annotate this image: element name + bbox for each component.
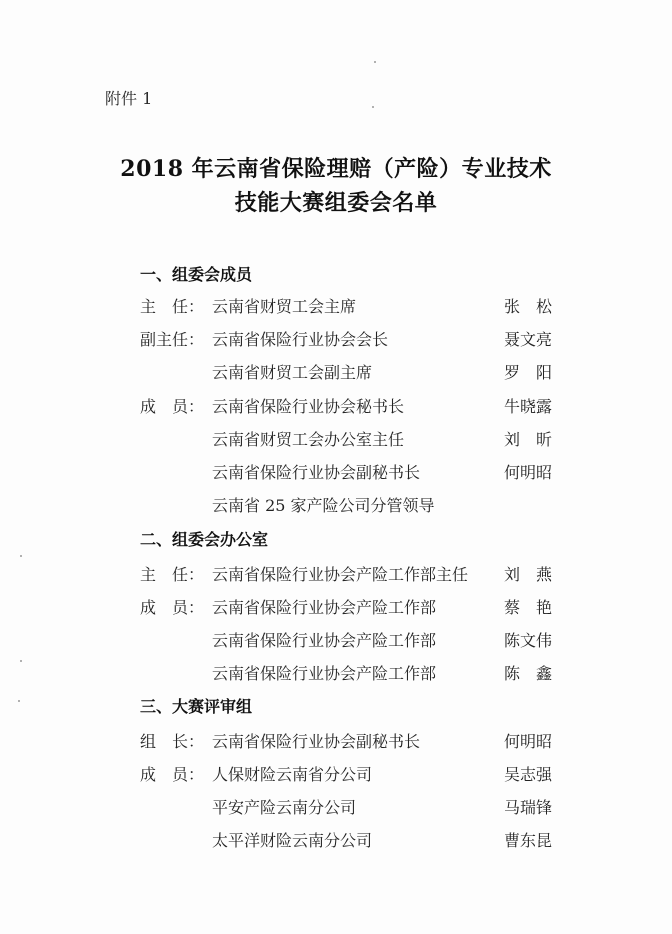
organization-title: 云南省保险行业协会产险工作部 <box>212 598 437 617</box>
member-row <box>140 427 580 451</box>
attachment-label: 附件 1 <box>105 89 153 108</box>
scan-speck <box>374 61 376 63</box>
scan-speck <box>18 700 20 702</box>
organization-title: 云南省保险行业协会副秘书长 <box>212 463 421 482</box>
member-row <box>140 460 580 484</box>
role-label: 成 员： <box>140 397 205 416</box>
organization-title: 云南省保险行业协会秘书长 <box>212 397 405 416</box>
role-label: 副主任： <box>140 330 205 349</box>
person-name: 陈 鑫 <box>504 664 553 683</box>
organization-title: 云南省财贸工会主席 <box>212 297 357 316</box>
member-row <box>140 294 580 318</box>
person-name: 刘 昕 <box>504 430 553 449</box>
member-row <box>140 562 580 586</box>
organization-title: 太平洋财险云南分公司 <box>212 831 373 850</box>
member-row <box>140 795 580 819</box>
member-row <box>140 327 580 351</box>
person-name: 刘 燕 <box>504 565 553 584</box>
person-name: 曹东昆 <box>504 831 553 850</box>
organization-title: 云南省保险行业协会产险工作部 <box>212 664 437 683</box>
member-row <box>140 661 580 685</box>
member-row <box>140 628 580 652</box>
organization-title: 云南省保险行业协会副秘书长 <box>212 732 421 751</box>
role-label: 主 任： <box>140 297 205 316</box>
scan-speck <box>20 660 22 662</box>
organization-title: 云南省财贸工会副主席 <box>212 363 373 382</box>
person-name: 陈文伟 <box>504 631 553 650</box>
role-label: 组 长： <box>140 732 205 751</box>
organization-title: 人保财险云南省分公司 <box>212 765 373 784</box>
organization-title: 云南省财贸工会办公室主任 <box>212 430 405 449</box>
organization-title: 云南省保险行业协会产险工作部主任 <box>212 565 469 584</box>
organization-title: 平安产险云南分公司 <box>212 798 357 817</box>
document-title-line-2: 技能大赛组委会名单 <box>234 190 438 216</box>
person-name: 罗 阳 <box>504 363 553 382</box>
section-heading-review-panel: 三、大赛评审组 <box>140 697 253 716</box>
section-heading-committee-office: 二、组委会办公室 <box>140 530 269 549</box>
person-name: 聂文亮 <box>504 330 553 349</box>
role-label: 成 员： <box>140 598 205 617</box>
member-row <box>140 762 580 786</box>
document-title-line-1: 2018 年云南省保险理赔（产险）专业技术 <box>120 156 552 182</box>
person-name: 张 松 <box>504 297 553 316</box>
person-name: 吴志强 <box>504 765 553 784</box>
person-name: 何明昭 <box>504 732 553 751</box>
organization-title: 云南省保险行业协会产险工作部 <box>212 631 437 650</box>
role-label: 成 员： <box>140 765 205 784</box>
member-row <box>140 729 580 753</box>
person-name: 何明昭 <box>504 463 553 482</box>
member-row <box>140 394 580 418</box>
scan-speck <box>372 106 374 108</box>
member-row <box>140 828 580 852</box>
scan-speck <box>20 555 22 557</box>
role-label: 主 任： <box>140 565 205 584</box>
member-row <box>140 493 580 517</box>
organization-title: 云南省 25 家产险公司分管领导 <box>212 496 435 515</box>
member-row <box>140 595 580 619</box>
person-name: 马瑞锋 <box>504 798 553 817</box>
person-name: 牛晓露 <box>504 397 553 416</box>
section-heading-committee-members: 一、组委会成员 <box>140 265 253 284</box>
member-row <box>140 360 580 384</box>
organization-title: 云南省保险行业协会会长 <box>212 330 389 349</box>
person-name: 蔡 艳 <box>504 598 553 617</box>
